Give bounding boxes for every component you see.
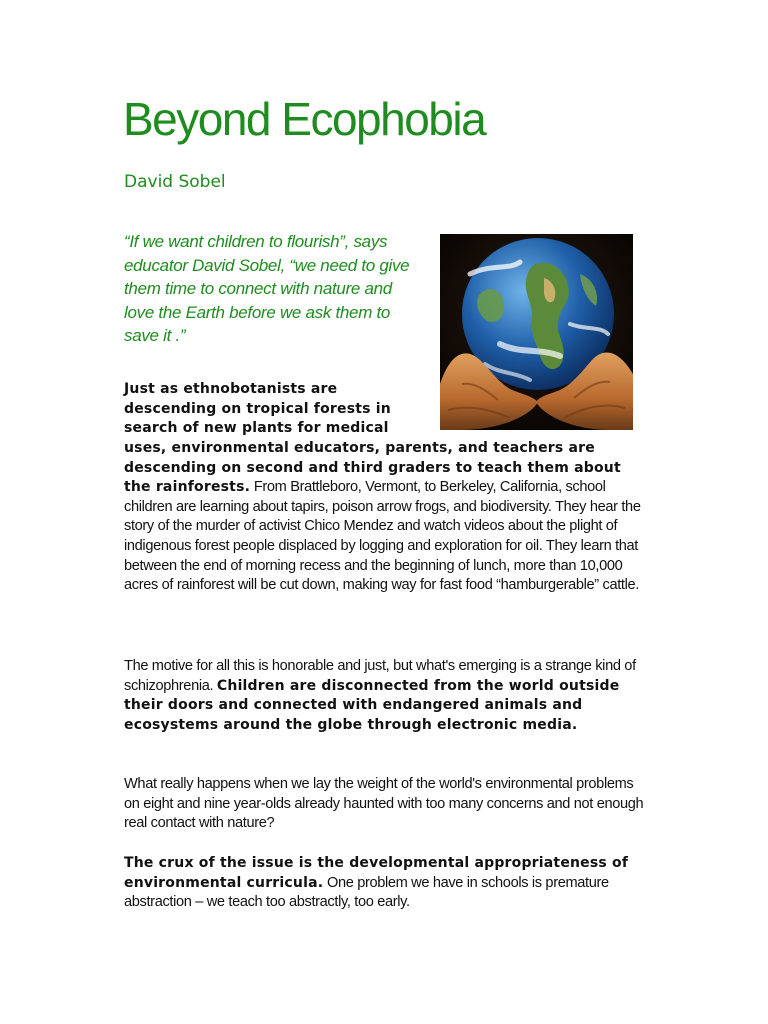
page-title: Beyond Ecophobia: [123, 93, 486, 145]
paragraph-3: [124, 775, 644, 834]
paragraph-3-text: What really happens when we lay the weight of the world's environmental problems on eight and nine year-olds already haunted with too many concerns and not enough real contact with nature?: [124, 776, 644, 832]
paragraph-2-text: The motive for all this is honorable and just, but what's emerging is a strange kind of schizophrenia.: [124, 658, 636, 694]
paragraph-1: [124, 439, 644, 596]
paragraph-1-lead: [124, 380, 414, 439]
paragraph-1-bold-lead: Just as ethnobotanists are descending on tropical forests in search of new plants for medical: [124, 381, 391, 437]
paragraph-1-text: From Brattleboro, Vermont, to Berkeley, California, school children are learning about tapirs, poison arrow frogs, and biodiversity. They hear the story of the murder of activist Chico Mendez and watch videos about the plight of indigenous forest people displaced by logging and exploration for oil. They learn that between the end of morning recess and the beginning of lunch, more than 10,000 acres of rainforest will be cut down, making way for fast food “hamburgerable” cattle.: [124, 479, 641, 594]
paragraph-4-text: One problem we have in schools is premature abstraction – we teach too abstractly, too early.: [124, 874, 609, 911]
paragraph-4: [124, 854, 644, 913]
pull-quote: “If we want children to flourish”, says educator David Sobel, “we need to give them time to connect with nature and love the Earth before we ask them to save it .”: [124, 232, 410, 345]
author-name: David Sobel: [124, 172, 226, 192]
paragraph-2-bold: Children are disconnected from the world outside their doors and connected with endangered animals and ecosystems around the globe through electronic media.: [124, 677, 620, 733]
paragraph-1-bold: uses, environmental educators, parents, and teachers are descending on second and third graders to teach them about the rainforests.: [124, 440, 621, 496]
globe-in-hands-photo: [440, 234, 633, 430]
globe-icon: [440, 234, 633, 430]
paragraph-2: [124, 657, 644, 735]
paragraph-4-bold: The crux of the issue is the developmental appropriateness of environmental curricula.: [124, 855, 629, 891]
